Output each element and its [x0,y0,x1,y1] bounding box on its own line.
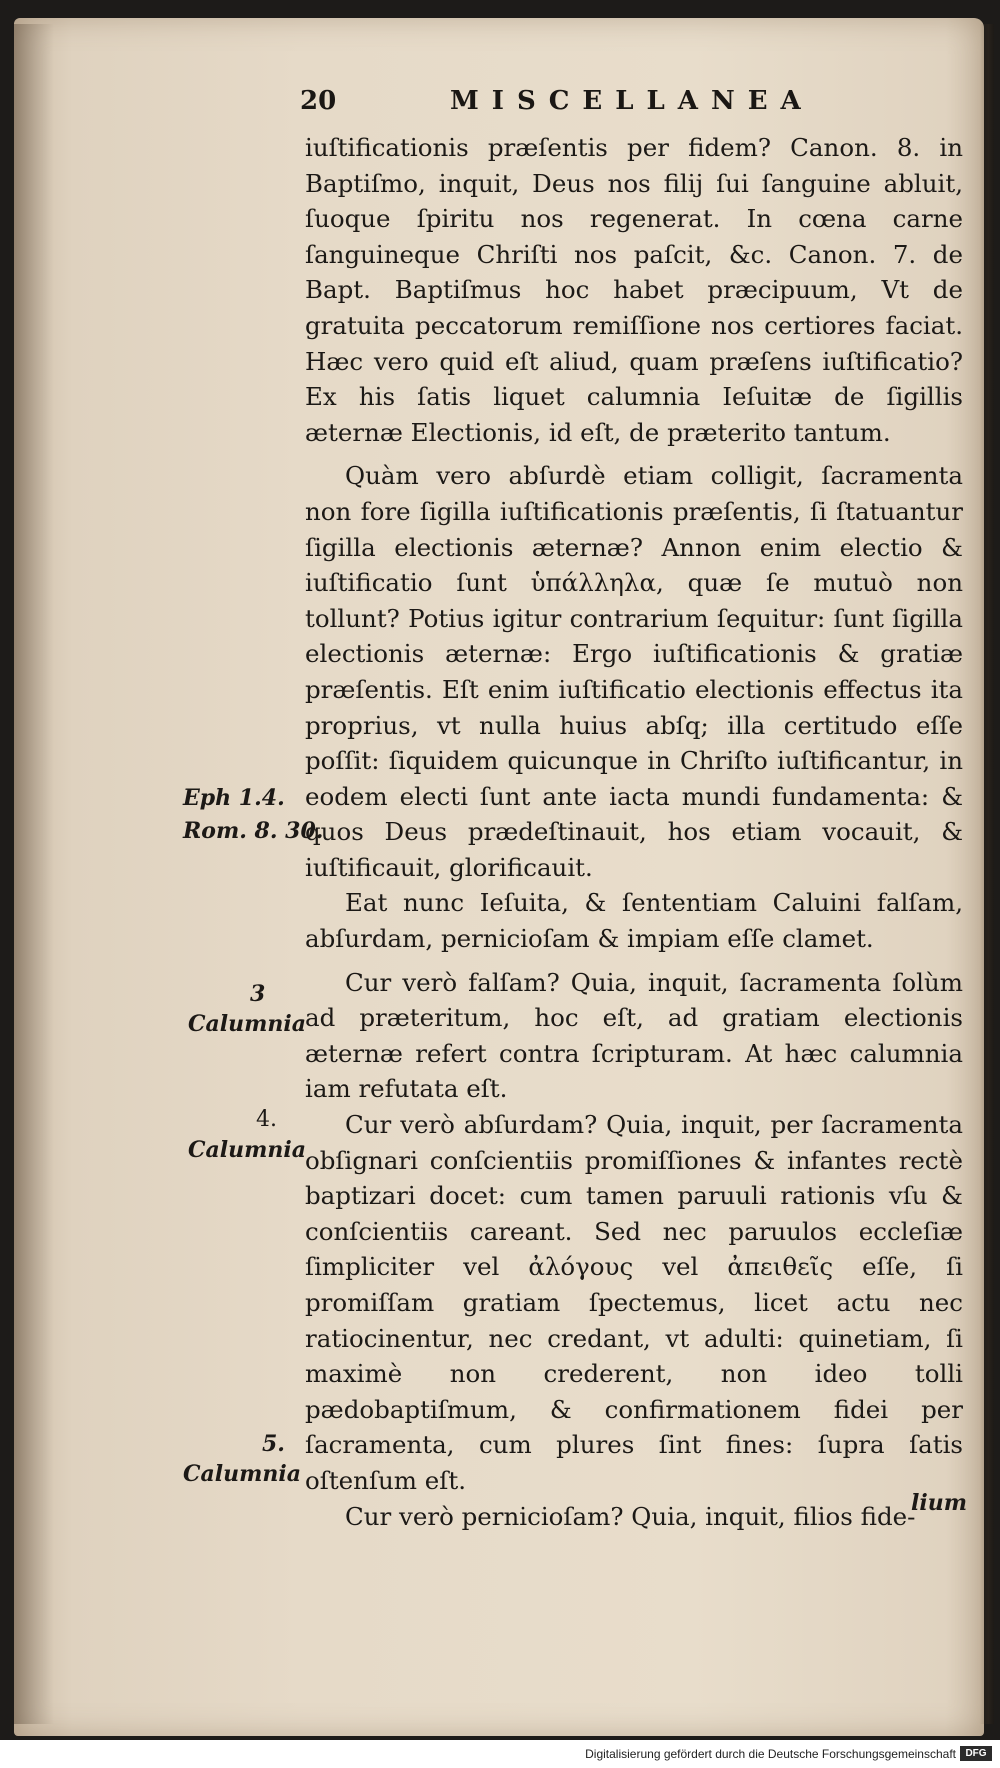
footer-bar [0,1742,1000,1768]
marginal-calumnia-3-label: Calumnia [188,1011,307,1037]
gutter-shadow [14,24,54,1724]
marginal-ref-ephesians: Eph 1.4. [183,785,285,811]
catchword: lium [911,1490,967,1516]
running-title: MISCELLANEA [450,86,814,116]
marginal-calumnia-4-label: Calumnia [188,1137,307,1163]
page-edge-shadow [980,24,994,1724]
marginal-calumnia-5-label: Calumnia [183,1461,302,1487]
dfg-logo: DFG [960,1746,992,1761]
body-text [305,130,963,1534]
page-number: 20 [300,86,337,116]
marginal-calumnia-3-number: 3 [250,981,266,1007]
marginal-calumnia-5-number: 5. [262,1431,285,1457]
funding-credit: Digitalisierung gefördert durch die Deutsche Forschungsgemeinschaft [585,1747,956,1761]
paragraph-2: Quàm vero abſurdè etiam colligit, ſacramenta non fore ſigilla iuſtificationis præſentis, ſi ſtatuantur ſigilla electionis æternæ? Annon enim electio & iuſtificatio ſunt ὑπάλληλα, quæ ſe mutuò non tollunt? Potius igitur contrarium ſequitur: ſunt ſigilla electionis æternæ: Ergo iuſtificationis & gratiæ præſentis. Eſt enim iuſtificatio electionis effectus ita proprius, vt nulla huius abſq; illa certitudo eſſe poſſit: ſiquidem quicunque in Chriſto iuſtificantur, in eodem electi ſunt ante iacta mundi fundamenta: & quos Deus prædeſtinauit, hos etiam vocauit, & iuſtificauit, glorificauit. [305,461,963,882]
paragraph-5: Cur verò abſurdam? Quia, inquit, per ſacramenta obſignari conſcientiis promiſſiones & infantes rectè baptizari docet: cum tamen paruuli rationis vſu & conſcientiis careant. Sed nec paruulos eccleſiæ ſimpliciter vel ἀλόγους vel ἀπειθεῖς eſſe, ſi promiſſam gratiam ſpectemus, licet actu nec ratiocinentur, nec credant, vt adulti: quinetiam, ſi maximè non crederent, non ideo tolli pædobaptiſmum, & confirmationem fidei per ſacramenta, cum plures ſint fines: ſupra ſatis oſtenſum eſt. [305,1110,963,1495]
marginal-calumnia-4-number: 4. [256,1107,277,1132]
marginal-ref-romans: Rom. 8. 30. [183,818,324,844]
paragraph-4: Cur verò falſam? Quia, inquit, ſacramenta ſolùm ad præteritum, hoc eſt, ad gratiam electionis æternæ refert contra ſcripturam. At hæc calumnia iam refutata eſt. [305,967,963,1104]
paragraph-3: Eat nunc Ieſuita, & ſententiam Caluini falſam, abſurdam, pernicioſam & impiam eſſe clamet. [305,888,963,954]
paragraph-1: iuſtificationis præſentis per fidem? Canon. 8. in Baptiſmo, inquit, Deus nos filij ſui ſanguine abluit, ſuoque ſpiritu nos regenerat. In cœna carne ſanguineque Chriſti nos paſcit, &c. Canon. 7. de Bapt. Baptiſmus hoc habet præcipuum, Vt de gratuita peccatorum remiſſione nos certiores faciat. Hæc vero quid eſt aliud, quam præſens iuſtificatio? Ex his ſatis liquet calumnia Ieſuitæ de ſigillis æternæ Electionis, id eſt, de præterito tantum. [305,133,963,447]
paragraph-6: Cur verò pernicioſam? Quia, inquit, filios fide- [345,1501,916,1531]
